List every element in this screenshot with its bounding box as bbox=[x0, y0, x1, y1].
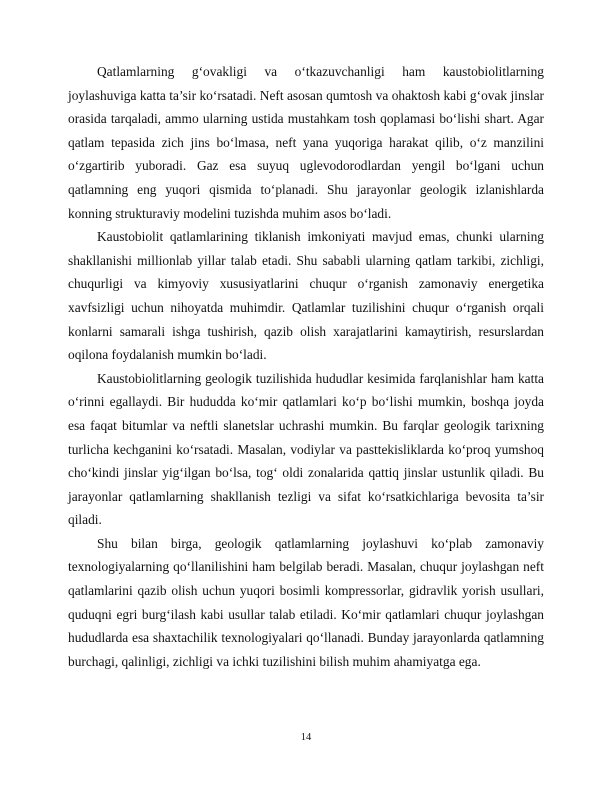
document-body bbox=[68, 60, 544, 673]
paragraph-renewability: Kaustobiolit qatlamlarining tiklanish imkoniyati mavjud emas, chunki ularning shakllanishi millionlab yillar talab etadi. Shu sababli ularning qatlam tarkibi, zichligi, chuqurligi va kimyoviy xususiyatlarini chuqur o‘rganish zamonaviy energetika xavfsizligi uchun nihoyatda muhimdir. Qatlamlar tuzilishini chuqur o‘rganish orqali konlarni samarali ishga tushirish, qazib olish xarajatlarini kamaytirish, resurslardan oqilona foydalanish mumkin bo‘ladi. bbox=[68, 229, 544, 363]
page-number: 14 bbox=[300, 732, 312, 743]
paragraph-porosity: Qatlamlarning g‘ovakligi va o‘tkazuvchanligi ham kaustobiolitlarning joylashuviga katta ta’sir ko‘rsatadi. Neft asosan qumtosh va ohaktosh kabi g‘ovak jinslar orasida tarqaladi, ammo ularning ustida mustahkam tosh qoplamasi bo‘lishi shart. Agar qatlam tepasida zich jins bo‘lmasa, neft yana yuqoriga harakat qilib, o‘z manzilini o‘zgartirib yuboradi. Gaz esa suyuq uglevodorodlardan yengil bo‘lgani uchun qatlamning eng yuqori qismida to‘planadi. Shu jarayonlar geologik izlanishlarda konning strukturaviy modelini tuzishda muhim asos bo‘ladi. bbox=[68, 64, 544, 221]
paragraph-technologies: Shu bilan birga, geologik qatlamlarning joylashuvi ko‘plab zamonaviy texnologiyalarning qo‘llanilishini ham belgilab beradi. Masalan, chuqur joylashgan neft qatlamlarini qazib olish uchun yuqori bosimli kompressorlar, gidravlik yorish usullari, quduqni egri burg‘ilash kabi usullar talab etiladi. Ko‘mir qatlamlari chuqur joylashgan hududlarda esa shaxtachilik texnologiyalari qo‘llanadi. Bunday jarayonlarda qatlamning burchagi, qalinligi, zichligi va ichki tuzilishini bilish muhim ahamiyatga ega. bbox=[68, 535, 544, 669]
paragraph-regional-differences: Kaustobiolitlarning geologik tuzilishida hududlar kesimida farqlanishlar ham katta o‘rinni egallaydi. Bir hududda ko‘mir qatlamlari ko‘p bo‘lishi mumkin, boshqa joyda esa faqat bitumlar va neftli slanetslar uchrashi mumkin. Bu farqlar geologik tarixning turlicha kechganini ko‘rsatadi. Masalan, vodiylar va pasttekisliklarda ko‘proq yumshoq cho‘kindi jinslar yig‘ilgan bo‘lsa, tog‘ oldi zonalarida qattiq jinslar ustunlik qiladi. Bu jarayonlar qatlamlarning shakllanish tezligi va sifat ko‘rsatkichlariga bevosita ta’sir qiladi. bbox=[68, 370, 544, 528]
